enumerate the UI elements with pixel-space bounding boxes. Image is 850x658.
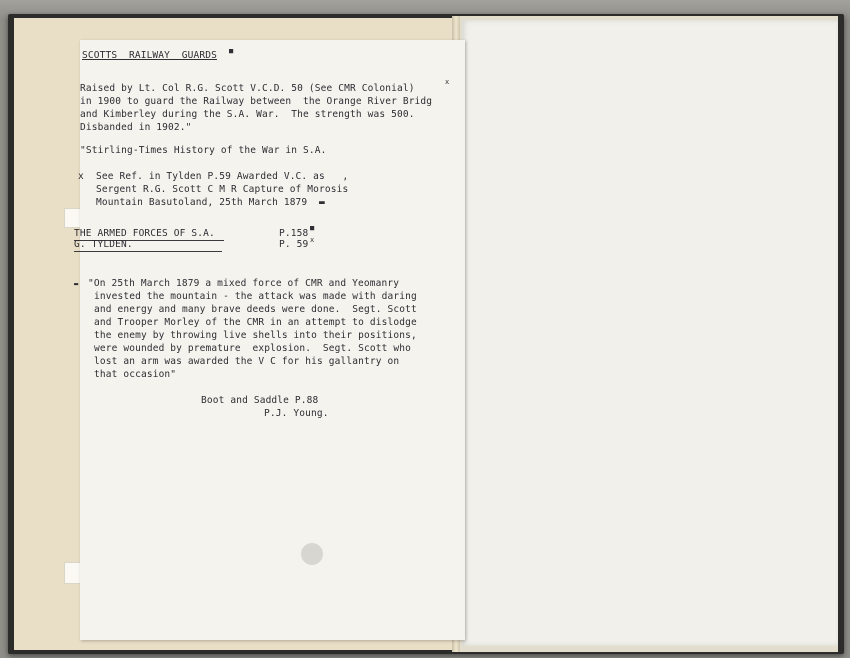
note-line3: Mountain Basutoland, 25th March 1879 ▬	[96, 197, 325, 208]
ref-page-1: P.158	[279, 228, 309, 239]
note-line2: Sergent R.G. Scott C M R Capture of Morosis	[96, 184, 349, 195]
quote-line1: "On 25th March 1879 a mixed force of CMR and Yeomanry	[88, 278, 400, 289]
quote-line2: invested the mountain - the attack was made with daring	[94, 291, 417, 302]
para1-line3: and Kimberley during the S.A. War. The strength was 500.	[80, 109, 415, 120]
quote-line5: the enemy by throwing live shells into their positions,	[94, 330, 417, 341]
para1-line4: Disbanded in 1902."	[80, 122, 192, 133]
heading-mark: ■	[229, 47, 234, 55]
ref-mark-2: x	[310, 236, 315, 244]
citation-line2: P.J. Young.	[264, 408, 329, 419]
quote-line8: that occasion"	[94, 369, 177, 380]
ref-page-2: P. 59	[279, 239, 309, 250]
typed-document-page	[74, 40, 465, 640]
ref-underline-2	[74, 251, 222, 252]
quote-line6: were wounded by premature explosion. Segt. Scott who	[94, 343, 411, 354]
para1-line2: in 1900 to guard the Railway between the Orange River Bridg	[80, 96, 433, 107]
ref-title-2: G. TYLDEN.	[74, 239, 133, 250]
para1-line1: Raised by Lt. Col R.G. Scott V.C.D. 50 (See CMR Colonial)	[80, 83, 415, 94]
citation-line1: Boot and Saddle P.88	[201, 395, 319, 406]
quote-line7: lost an arm was awarded the V C for his gallantry on	[94, 356, 400, 367]
ref-title-1: THE ARMED FORCES OF S.A.	[74, 228, 215, 239]
document-heading: SCOTTS RAILWAY GUARDS	[82, 50, 217, 61]
ref-mark-1: ■	[310, 224, 315, 232]
quote-line4: and Trooper Morley of the CMR in an attempt to dislodge	[94, 317, 417, 328]
note-marker: x	[78, 171, 84, 182]
source-stirling-times: "Stirling-Times History of the War in S.A.	[80, 145, 327, 156]
page-smudge	[301, 543, 323, 565]
note-line1: See Ref. in Tylden P.59 Awarded V.C. as ,	[96, 171, 349, 182]
para1-superscript: x	[445, 78, 450, 86]
quote-line3: and energy and many brave deeds were done. Segt. Scott	[94, 304, 417, 315]
blank-right-page	[462, 20, 838, 646]
quote-marker: ▬	[74, 280, 79, 288]
